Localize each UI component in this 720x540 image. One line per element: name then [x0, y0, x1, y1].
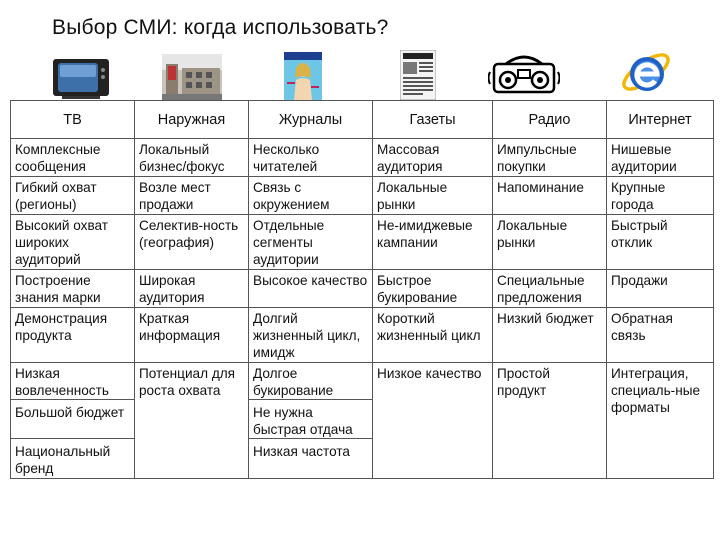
table-cell: Долгий жизненный цикл, имидж — [249, 308, 373, 363]
table-cell: Селектив-ность (география) — [135, 215, 249, 270]
table-cell: Напоминание — [493, 177, 607, 215]
table-cell: Построение знания марки — [11, 270, 135, 308]
cell-part: Низкая вовлеченность — [15, 366, 109, 398]
table-row-last-block — [11, 363, 714, 479]
table-cell: Высокое качество — [249, 270, 373, 308]
internet-explorer-icon — [618, 44, 674, 100]
table-row — [11, 270, 714, 308]
table-cell: Локальный бизнес/фокус — [135, 139, 249, 177]
table-row — [11, 139, 714, 177]
table-cell: Связь с окружением — [249, 177, 373, 215]
table-cell: Массовая аудитория — [373, 139, 493, 177]
header-internet: Интернет — [607, 101, 714, 139]
newspaper-icon — [400, 50, 436, 100]
header-tv: ТВ — [11, 101, 135, 139]
table-cell: Высокий охват широких аудиторий — [11, 215, 135, 270]
table-cell: Нишевые аудитории — [607, 139, 714, 177]
table-cell: Низкое качество — [373, 363, 493, 479]
table-cell: Локальные рынки — [373, 177, 493, 215]
table-cell-tv-stack — [11, 363, 135, 479]
table-cell: Локальные рынки — [493, 215, 607, 270]
billboard-icon — [162, 54, 222, 100]
table-cell: Потенциал для роста охвата — [135, 363, 249, 479]
media-selection-table — [10, 100, 714, 479]
cell-part: Долгое букирование — [253, 366, 334, 398]
table-cell: Продажи — [607, 270, 714, 308]
table-cell: Быстрое букирование — [373, 270, 493, 308]
table-cell-magazines-stack — [249, 363, 373, 479]
radio-icon — [488, 54, 560, 96]
cell-part: Низкая частота — [249, 438, 372, 477]
table-cell: Не-имиджевые кампании — [373, 215, 493, 270]
table-cell: Несколько читателей — [249, 139, 373, 177]
table-row — [11, 308, 714, 363]
cell-part: Большой бюджет — [11, 399, 134, 438]
table-cell: Краткая информация — [135, 308, 249, 363]
magazine-icon — [284, 52, 322, 100]
table-cell: Комплексные сообщения — [11, 139, 135, 177]
table-cell: Широкая аудитория — [135, 270, 249, 308]
table-cell: Короткий жизненный цикл — [373, 308, 493, 363]
table-cell: Импульсные покупки — [493, 139, 607, 177]
page-title: Выбор СМИ: когда использовать? — [52, 16, 389, 39]
table-header-row — [11, 101, 714, 139]
table-cell: Обратная связь — [607, 308, 714, 363]
tv-icon — [52, 58, 110, 100]
table-row — [11, 177, 714, 215]
cell-part: Не нужна быстрая отдача — [249, 399, 372, 438]
table-cell: Низкий бюджет — [493, 308, 607, 363]
header-radio: Радио — [493, 101, 607, 139]
header-outdoor: Наружная — [135, 101, 249, 139]
table-row — [11, 215, 714, 270]
table-cell: Быстрый отклик — [607, 215, 714, 270]
table-cell: Отдельные сегменты аудитории — [249, 215, 373, 270]
table-cell: Интеграция, специаль-ные форматы — [607, 363, 714, 479]
header-newspapers: Газеты — [373, 101, 493, 139]
table-cell: Демонстрация продукта — [11, 308, 135, 363]
table-cell: Гибкий охват (регионы) — [11, 177, 135, 215]
table-cell: Простой продукт — [493, 363, 607, 479]
table-cell: Специальные предложения — [493, 270, 607, 308]
table-cell: Возле мест продажи — [135, 177, 249, 215]
header-magazines: Журналы — [249, 101, 373, 139]
media-icons-row — [0, 0, 720, 110]
cell-part: Национальный бренд — [11, 438, 134, 477]
table-cell: Крупные города — [607, 177, 714, 215]
